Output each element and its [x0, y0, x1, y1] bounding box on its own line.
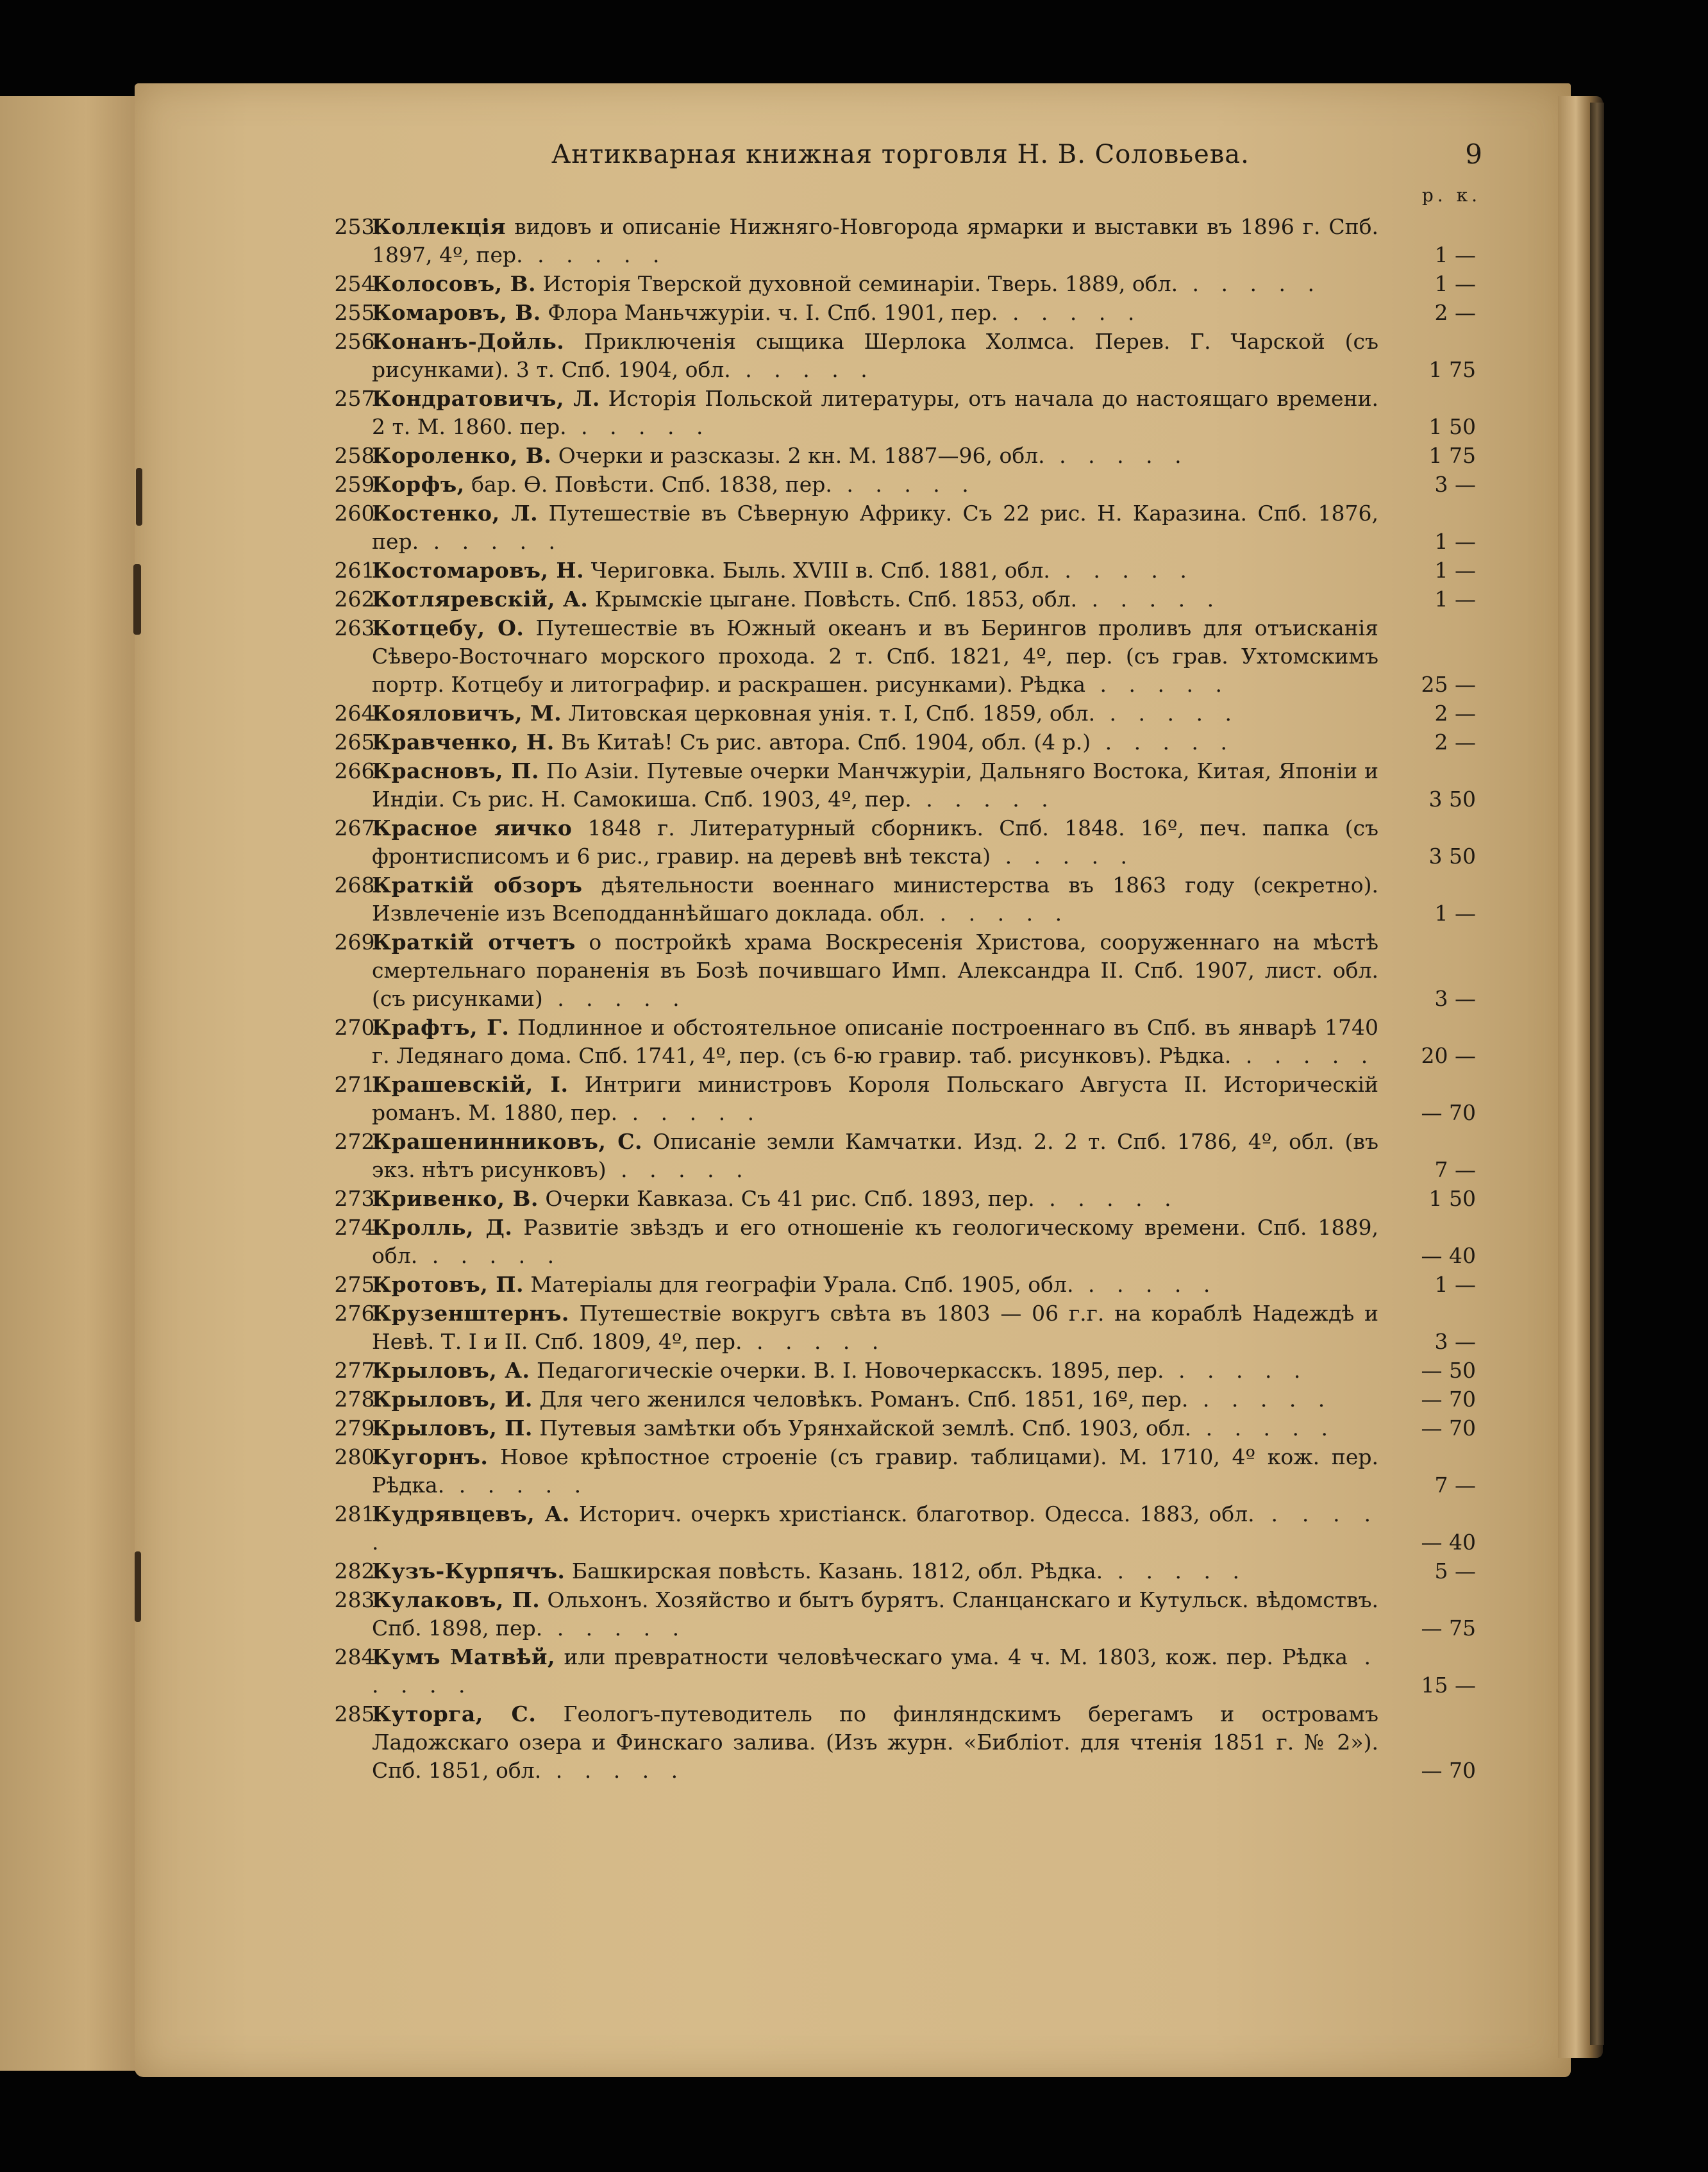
entry-description — [372, 1299, 1378, 1356]
entry-text: Описаніе земли Камчатки. Изд. 2. 2 т. Спб. 1786, 4º, обл. (въ экз. нѣтъ рисунковъ) — [372, 1129, 1379, 1182]
catalog-entry — [282, 728, 1487, 756]
entry-text: Историч. очеркъ христіанск. благотвор. Одесса. 1883, обл. — [569, 1501, 1255, 1526]
entry-description — [372, 1014, 1378, 1070]
entry-description — [372, 1185, 1378, 1213]
entry-number: 254. — [334, 271, 381, 296]
catalog-entry — [282, 270, 1487, 298]
entry-price: 1 50 — [1428, 1186, 1476, 1211]
entry-number: 255. — [334, 300, 381, 325]
catalog-entry — [282, 442, 1487, 470]
entry-number: 257. — [334, 386, 381, 411]
entry-number: 283. — [334, 1587, 381, 1612]
entry-author: Крашевскій, І. — [372, 1072, 569, 1097]
entry-price: 1 75 — [1428, 357, 1476, 382]
catalog-entry — [282, 1214, 1487, 1270]
entry-price: 3 50 — [1428, 844, 1476, 869]
entry-number: 262. — [334, 587, 381, 612]
entry-text: Путешествіе въ Южный океанъ и въ Берингов проливъ для отъисканія Сѣверо-Восточнаго морского прохода. 2 т. Спб. 1821, 4º, пер. (съ грав. Ухтомскимъ портр. Котцебу и литографир. и раскрашен. рисунками). Рѣдка — [372, 615, 1379, 697]
entry-price: 1 — — [1434, 901, 1476, 926]
catalog-entry — [282, 614, 1487, 699]
dot-leader: . . . . . — [541, 1758, 686, 1783]
entry-description — [372, 385, 1378, 441]
catalog-entry — [282, 1271, 1487, 1299]
entry-price: 2 — — [1434, 300, 1476, 325]
entry-price: 3 — — [1434, 1329, 1476, 1354]
entry-price: 1 — — [1434, 1272, 1476, 1297]
catalog-entry — [282, 1500, 1487, 1557]
entry-description — [372, 471, 1378, 499]
catalog-entry — [282, 928, 1487, 1013]
catalog-entry — [282, 499, 1487, 556]
dot-leader: . . . . . — [1050, 558, 1194, 583]
catalog-entry — [282, 699, 1487, 728]
entry-author: Кояловичъ, М. — [372, 701, 562, 726]
entry-text: Очерки и разсказы. 2 кн. М. 1887—96, обл. — [551, 443, 1045, 468]
entry-description — [372, 499, 1378, 556]
entry-description — [372, 1643, 1378, 1700]
page-text — [282, 140, 1487, 1785]
entry-text: Исторія Польской литературы, отъ начала до настоящаго времени. 2 т. М. 1860. пер. — [372, 386, 1378, 439]
catalog-entry — [282, 1700, 1487, 1785]
entry-number: 275. — [334, 1272, 381, 1297]
entry-number: 280. — [334, 1444, 381, 1469]
entry-text: Педагогическіе очерки. В. І. Новочеркасскъ. 1895, пер. — [530, 1358, 1164, 1383]
entry-number: 259. — [334, 472, 381, 497]
dot-leader: . . . . . — [832, 472, 976, 497]
binding-thread-mark — [135, 1551, 141, 1622]
entry-price: — 70 — [1421, 1416, 1476, 1441]
entry-author: Куторга, С. — [372, 1701, 537, 1726]
entry-price: 5 — — [1434, 1558, 1476, 1583]
dot-leader: . . . . . — [1103, 1558, 1247, 1583]
entry-author: Корфъ, — [372, 472, 465, 497]
dot-leader: . . . . . — [1034, 1186, 1179, 1211]
entry-author: Кравченко, Н. — [372, 730, 555, 755]
entry-author: Кудрявцевъ, А. — [372, 1501, 570, 1526]
entry-number: 253. — [334, 214, 381, 239]
entry-description — [372, 1443, 1378, 1500]
price-column-label: р. к. — [1421, 185, 1481, 206]
catalog-entry — [282, 556, 1487, 585]
catalog-entry — [282, 1643, 1487, 1700]
dot-leader: . . . . . — [617, 1100, 762, 1125]
entry-text: 1848 г. Литературный сборникъ. Спб. 1848. 16º, печ. папка (съ фронтисписомъ и 6 рис., гравир. на деревѣ внѣ текста) — [372, 815, 1378, 869]
entry-number: 273. — [334, 1186, 381, 1211]
entry-price: 1 — — [1434, 587, 1476, 612]
catalog-entry — [282, 385, 1487, 441]
entry-price: — 40 — [1421, 1243, 1476, 1268]
entry-author: Костенко, Л. — [372, 501, 539, 526]
entry-description — [372, 442, 1378, 470]
dot-leader: . . . . . — [542, 1616, 687, 1641]
entry-author: Красное яичко — [372, 815, 573, 840]
entry-number: 260. — [334, 501, 381, 526]
dot-leader: . . . . . — [998, 300, 1143, 325]
dot-leader: . . . . . — [1095, 701, 1239, 726]
entry-number: 270. — [334, 1015, 381, 1040]
dot-leader: . . . . . — [911, 787, 1056, 812]
catalog-entry — [282, 1557, 1487, 1585]
entry-text: Литовская церковная унія. т. I, Спб. 1859, обл. — [562, 701, 1096, 726]
catalog-entry — [282, 1586, 1487, 1642]
entry-price: — 40 — [1421, 1530, 1476, 1555]
entry-description — [372, 1214, 1378, 1270]
entry-number: 263. — [334, 615, 381, 640]
entry-description — [372, 1414, 1378, 1442]
dot-leader: . . . . . — [1188, 1387, 1333, 1412]
entry-description — [372, 213, 1378, 269]
dot-leader: . . . . . — [730, 357, 875, 382]
catalog-entry — [282, 1128, 1487, 1184]
entry-author: Кумъ Матвѣй, — [372, 1644, 556, 1669]
catalog-entry — [282, 814, 1487, 871]
catalog-entry — [282, 328, 1487, 384]
entry-author: Короленко, В. — [372, 443, 552, 468]
entry-price: 1 — — [1434, 242, 1476, 267]
entry-text: бар. Ѳ. Повѣсти. Спб. 1838, пер. — [464, 472, 832, 497]
entry-author: Коллекція — [372, 214, 507, 239]
entry-number: 267. — [334, 815, 381, 840]
entry-description — [372, 814, 1378, 871]
dot-leader: . . . . . — [1231, 1043, 1376, 1068]
entry-description — [372, 1586, 1378, 1642]
entry-author: Котляревскій, А. — [372, 587, 589, 612]
entry-text: Исторія Тверской духовной семинаріи. Тверь. 1889, обл. — [536, 271, 1178, 296]
entry-description — [372, 1128, 1378, 1184]
entry-description — [372, 728, 1378, 756]
entry-text: Развитіе звѣздъ и его отношеніе къ геологическому времени. Спб. 1889, обл. — [372, 1215, 1378, 1268]
page-number: 9 — [1465, 138, 1482, 170]
entry-author: Краткій отчетъ — [372, 930, 576, 955]
entry-description — [372, 757, 1378, 814]
entry-text: Интриги министровъ Короля Польскаго Августа II. Историческій романъ. М. 1880, пер. — [372, 1072, 1378, 1125]
entry-description — [372, 614, 1378, 699]
dot-leader: . . . . . — [419, 529, 564, 554]
entry-author: Крузенштернъ. — [372, 1301, 569, 1326]
entry-text: Крымскіе цыгане. Повѣсть. Спб. 1853, обл. — [588, 587, 1078, 612]
entry-author: Кулаковъ, П. — [372, 1587, 540, 1612]
entry-text: Матеріалы для географіи Урала. Спб. 1905, обл. — [523, 1272, 1074, 1297]
entry-number: 266. — [334, 758, 381, 783]
dot-leader: . . . . . — [1091, 730, 1235, 755]
entry-number: 276. — [334, 1301, 381, 1326]
entry-text: Подлинное и обстоятельное описаніе построеннаго въ Спб. въ январѣ 1740 г. Ледянаго дома. Спб. 1741, 4º, пер. (съ 6-ю гравир. таб. рисунковъ). Рѣдка. — [372, 1015, 1379, 1068]
entry-text: Очерки Кавказа. Съ 41 рис. Спб. 1893, пер. — [538, 1186, 1035, 1211]
entry-text: или превратности человѣческаго ума. 4 ч. М. 1803, кож. пер. Рѣдка — [555, 1644, 1348, 1669]
catalog-entry — [282, 471, 1487, 499]
entry-number: 274. — [334, 1215, 381, 1240]
catalog-entry — [282, 1071, 1487, 1127]
catalog-entry — [282, 1357, 1487, 1385]
entry-text: Приключенія сыщика Шерлока Холмса. Перев. Г. Чарской (съ рисунками). 3 т. Спб. 1904, обл. — [372, 329, 1378, 382]
entry-author: Кугорнъ. — [372, 1444, 489, 1469]
entry-price: — 75 — [1421, 1616, 1476, 1641]
dot-leader: . . . . . — [1044, 443, 1189, 468]
entry-price: — 50 — [1421, 1358, 1476, 1383]
entry-description — [372, 871, 1378, 928]
entry-author: Кривенко, В. — [372, 1186, 539, 1211]
entry-number: 278. — [334, 1387, 381, 1412]
entry-price: 1 75 — [1428, 443, 1476, 468]
entry-price: 1 — — [1434, 271, 1476, 296]
entry-text: видовъ и описаніе Нижняго-Новгорода ярмарки и выставки въ 1896 г. Спб. 1897, 4º, пер. — [372, 214, 1378, 267]
dot-leader: . . . . . — [1073, 1272, 1218, 1297]
binding-thread-mark — [133, 564, 141, 635]
entry-price: 25 — — [1421, 672, 1476, 697]
entry-price: — 70 — [1421, 1387, 1476, 1412]
dot-leader: . . . . . — [991, 844, 1135, 869]
entry-number: 256. — [334, 329, 381, 354]
entry-description — [372, 1357, 1378, 1385]
entry-price: 1 — — [1434, 529, 1476, 554]
entry-text: Ольхонъ. Хозяйство и бытъ бурятъ. Сланцанскаго и Кутульск. вѣдомствъ. Спб. 1898, пер. — [372, 1587, 1378, 1641]
entry-author: Колосовъ, В. — [372, 271, 537, 296]
dot-leader: . . . . . — [1085, 672, 1230, 697]
catalog-entry — [282, 1185, 1487, 1213]
entry-number: 284. — [334, 1644, 381, 1669]
entry-text: дѣятельности военнаго министерства въ 1863 году (секретно). Извлеченіе изъ Всеподданнѣйшаго доклада. обл. — [372, 873, 1378, 926]
entry-price: 1 50 — [1428, 414, 1476, 439]
dot-leader: . . . . . — [606, 1157, 751, 1182]
entry-price: 3 — — [1434, 472, 1476, 497]
catalog-entry — [282, 1443, 1487, 1500]
entry-author: Крафтъ, Г. — [372, 1015, 510, 1040]
entry-price: 7 — — [1434, 1157, 1476, 1182]
entry-price: 1 — — [1434, 558, 1476, 583]
entry-author: Кондратовичъ, Л. — [372, 386, 600, 411]
entry-text: Новое крѣпостное строеніе (съ гравир. таблицами). М. 1710, 4º кож. пер. Рѣдка. — [372, 1444, 1378, 1498]
catalog-entry — [282, 1414, 1487, 1442]
previous-page-edge — [0, 96, 157, 2071]
catalog-entry — [282, 585, 1487, 614]
entry-author: Красновъ, П. — [372, 758, 540, 783]
entry-number: 279. — [334, 1416, 381, 1441]
catalog-entry — [282, 299, 1487, 327]
catalog-entry — [282, 1014, 1487, 1070]
entry-text: Для чего женился человѣкъ. Романъ. Спб. 1851, 16º, пер. — [532, 1387, 1189, 1412]
running-head-title: Антикварная книжная торговля Н. В. Соловьева. — [551, 140, 1250, 169]
entry-number: 271. — [334, 1072, 381, 1097]
entry-author: Крыловъ, А. — [372, 1358, 530, 1383]
entry-description — [372, 1271, 1378, 1299]
entry-price: 20 — — [1421, 1043, 1476, 1068]
binding-thread-mark — [136, 468, 142, 526]
running-head — [282, 140, 1487, 185]
entry-description — [372, 1557, 1378, 1585]
entry-text: Путешествіе въ Сѣверную Африку. Съ 22 рис. Н. Каразина. Спб. 1876, пер. — [372, 501, 1378, 554]
entry-text: Путевыя замѣтки объ Урянхайской землѣ. Спб. 1903, обл. — [532, 1416, 1192, 1441]
dot-leader: . . . . . — [566, 414, 711, 439]
dot-leader: . . . . . — [417, 1243, 562, 1268]
entry-number: 285. — [334, 1701, 381, 1726]
entry-author: Кузъ-Курпячъ. — [372, 1558, 565, 1583]
entry-author: Кролль, Д. — [372, 1215, 513, 1240]
entry-author: Конанъ-Дойль. — [372, 329, 565, 354]
entry-price: 15 — — [1421, 1673, 1476, 1698]
dot-leader: . . . . . — [372, 1501, 1379, 1555]
dot-leader: . . . . . — [742, 1329, 887, 1354]
entry-text: Флора Маньчжуріи. ч. I. Спб. 1901, пер. — [540, 300, 998, 325]
entry-description — [372, 328, 1378, 384]
entry-author: Комаровъ, В. — [372, 300, 541, 325]
entry-text: Башкирская повѣсть. Казань. 1812, обл. Рѣдка. — [565, 1558, 1103, 1583]
entry-price: — 70 — [1421, 1100, 1476, 1125]
entry-text: Въ Китаѣ! Съ рис. автора. Спб. 1904, обл. (4 р.) — [554, 730, 1091, 755]
catalog-entries — [282, 213, 1487, 1785]
dot-leader: . . . . . — [925, 901, 1070, 926]
entry-description — [372, 1071, 1378, 1127]
entry-price: — 70 — [1421, 1758, 1476, 1783]
entry-description — [372, 299, 1378, 327]
catalog-entry — [282, 213, 1487, 269]
entry-price: 3 — — [1434, 986, 1476, 1011]
dot-leader: . . . . . — [1191, 1416, 1335, 1441]
dot-leader: . . . . . — [542, 986, 687, 1011]
entry-description — [372, 585, 1378, 614]
entry-text: о постройкѣ храма Воскресенія Христова, сооруженнаго на мѣстѣ смертельнаго пораненія въ Бозѣ почившаго Имп. Александра II. Спб. 1907, лист. обл. (съ рисунками) — [372, 930, 1378, 1011]
catalog-entry — [282, 757, 1487, 814]
entry-number: 258. — [334, 443, 381, 468]
entry-description — [372, 928, 1378, 1013]
entry-number: 282. — [334, 1558, 381, 1583]
entry-text: Чериговка. Быль. XVIII в. Спб. 1881, обл. — [584, 558, 1050, 583]
entry-description — [372, 699, 1378, 728]
entry-number: 269. — [334, 930, 381, 955]
catalog-entry — [282, 1385, 1487, 1414]
entry-price: 3 50 — [1428, 787, 1476, 812]
entry-author: Котцебу, О. — [372, 615, 524, 640]
entry-author: Краткій обзоръ — [372, 873, 583, 898]
entry-number: 264. — [334, 701, 381, 726]
entry-description — [372, 1500, 1378, 1557]
entry-description — [372, 556, 1378, 585]
entry-description — [372, 1385, 1378, 1414]
entry-author: Крыловъ, П. — [372, 1416, 533, 1441]
dot-leader: . . . . . — [1178, 271, 1322, 296]
dot-leader: . . . . . — [372, 1644, 1378, 1698]
entry-text: Геологъ-путеводитель по финляндскимъ берегамъ и островамъ Ладожскаго озера и Финскаго залива. (Изъ журн. «Библіот. для чтенія 1851 г. № 2»). Спб. 1851, обл. — [372, 1701, 1379, 1783]
dot-leader: . . . . . — [1077, 587, 1222, 612]
entry-text: Путешествіе вокругъ свѣта въ 1803 — 06 г.г. на кораблѣ Надеждѣ и Невѣ. Т. I и II. Спб. 1809, 4º, пер. — [372, 1301, 1378, 1354]
dot-leader: . . . . . — [444, 1473, 589, 1498]
entry-description — [372, 1700, 1378, 1785]
dot-leader: . . . . . — [1164, 1358, 1309, 1383]
catalog-entry — [282, 871, 1487, 928]
entry-price: 2 — — [1434, 701, 1476, 726]
entry-description — [372, 270, 1378, 298]
entry-text: По Азіи. Путевые очерки Манчжуріи, Дальняго Востока, Китая, Японіи и Индіи. Съ рис. Н. Самокиша. Спб. 1903, 4º, пер. — [372, 758, 1379, 812]
entry-number: 268. — [334, 873, 381, 898]
binding-strip — [1590, 103, 1604, 2045]
entry-number: 272. — [334, 1129, 381, 1154]
dot-leader: . . . . . — [523, 242, 667, 267]
entry-author: Кротовъ, П. — [372, 1272, 524, 1297]
entry-number: 277. — [334, 1358, 381, 1383]
entry-number: 265. — [334, 730, 381, 755]
entry-author: Костомаровъ, Н. — [372, 558, 585, 583]
catalog-entry — [282, 1299, 1487, 1356]
entry-number: 281. — [334, 1501, 381, 1526]
entry-author: Крашенинниковъ, С. — [372, 1129, 642, 1154]
entry-price: 7 — — [1434, 1473, 1476, 1498]
entry-author: Крыловъ, И. — [372, 1387, 533, 1412]
entry-price: 2 — — [1434, 730, 1476, 755]
price-column-header — [282, 185, 1487, 213]
entry-number: 261. — [334, 558, 381, 583]
